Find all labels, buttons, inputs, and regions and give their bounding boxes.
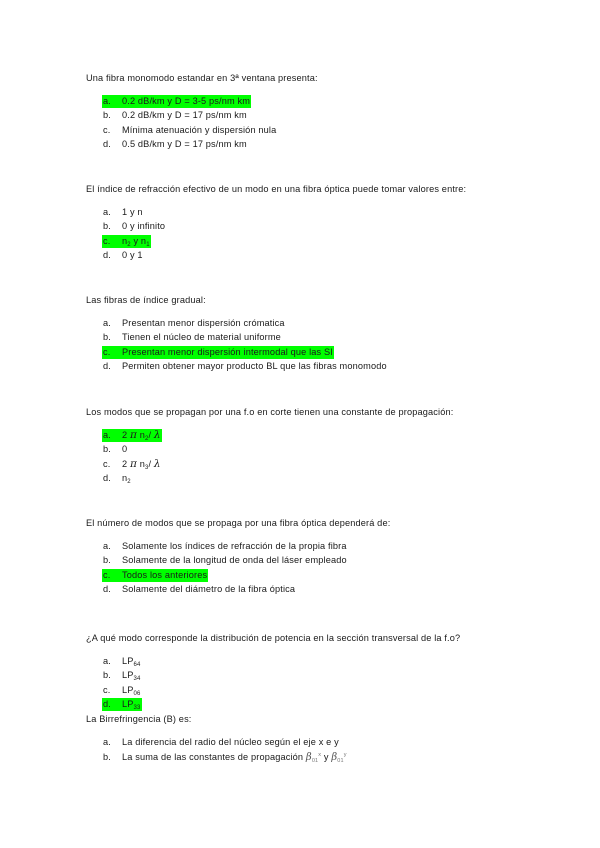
option-a: a. Solamente los índices de refracción de la propia fibra (103, 541, 347, 551)
option-d-correct: d. $LP_{33}$ (103, 698, 141, 711)
option-c: c. $LP_{06}$ (103, 684, 141, 697)
pi-symbol: π (129, 457, 138, 470)
option-a: a. La diferencia del radio del núcleo según el eje x e y (103, 737, 339, 747)
question-4 (86, 405, 556, 485)
option-c-correct: c. Todos los anteriores (103, 569, 208, 580)
lambda-symbol: λ (153, 457, 161, 470)
beta-symbol: β (305, 752, 312, 764)
question-6 (86, 631, 556, 711)
question-title: La Birrefringencia (B) es: (86, 714, 192, 724)
option-a: a. 1 y n (103, 207, 143, 217)
option-b: b. Tienen el núcleo de material uniforme (103, 332, 281, 343)
option-b: b. 0.2 dB/km y D = 17 ps/nm km (103, 110, 247, 121)
option-b: b. Solamente de la longitud de onda del láser empleado (103, 555, 347, 566)
option-c: c. Mínima atenuación y dispersión nula (103, 124, 277, 135)
option-list (86, 428, 556, 485)
option-list (86, 735, 556, 764)
question-title: El índice de refracción efectivo de un modo en una fibra óptica puede tomar valores entre: (86, 184, 467, 194)
option-a: a. Presentan menor dispersión crómatica (103, 318, 285, 328)
option-d: d. Permiten obtener mayor producto BL que las fibras monomodo (103, 360, 387, 371)
question-title: Los modos que se propagan por una f.o en corte tienen una constante de propagación: (86, 407, 454, 417)
option-d: d. 0.5 dB/km y D = 17 ps/nm km (103, 138, 247, 149)
question-5 (86, 516, 556, 596)
option-b: b. La suma de las constantes de propagación $\beta_{01}^x$ y $\beta_{01}^y$ (103, 752, 347, 765)
question-7 (86, 712, 556, 764)
option-list (86, 539, 556, 596)
question-2 (86, 182, 556, 262)
question-title: Las fibras de índice gradual: (86, 295, 206, 305)
option-list (86, 205, 556, 262)
option-d: d. Solamente del diámetro de la fibra óptica (103, 583, 296, 594)
option-a: a. $LP_{64}$ (103, 656, 141, 668)
question-1 (86, 71, 556, 151)
option-b: b. $LP_{34}$ (103, 670, 141, 683)
option-list (86, 654, 556, 711)
option-c-correct: c. $n_2$ y $n_1$ (103, 235, 150, 248)
option-b: b. 0 y infinito (103, 221, 166, 232)
option-c-correct: c. Presentan menor dispersión intermodal que las SI (103, 346, 333, 357)
option-c: c. 2 π $n_3/$ λ (103, 457, 161, 471)
beta-symbol: β (331, 752, 338, 764)
option-d: d. 0 y 1 (103, 249, 143, 260)
option-a-correct: a. 2 π $n_2/$ λ (103, 429, 161, 442)
option-a-correct: a. 0.2 dB/km y D = 3-5 ps/nm km (103, 96, 251, 106)
option-d: d. $n_2$ (103, 472, 131, 485)
question-3 (86, 293, 556, 373)
pi-symbol: π (129, 429, 138, 441)
lambda-symbol: λ (153, 429, 161, 441)
question-title: ¿A qué modo corresponde la distribución de potencia en la sección transversal de la f.o? (86, 633, 461, 643)
question-title: El número de modos que se propaga por una fibra óptica dependerá de: (86, 518, 391, 528)
option-b: b. 0 (103, 444, 128, 455)
option-list (86, 94, 556, 151)
option-list (86, 316, 556, 373)
question-title: Una fibra monomodo estandar en 3ª ventana presenta: (86, 73, 318, 83)
